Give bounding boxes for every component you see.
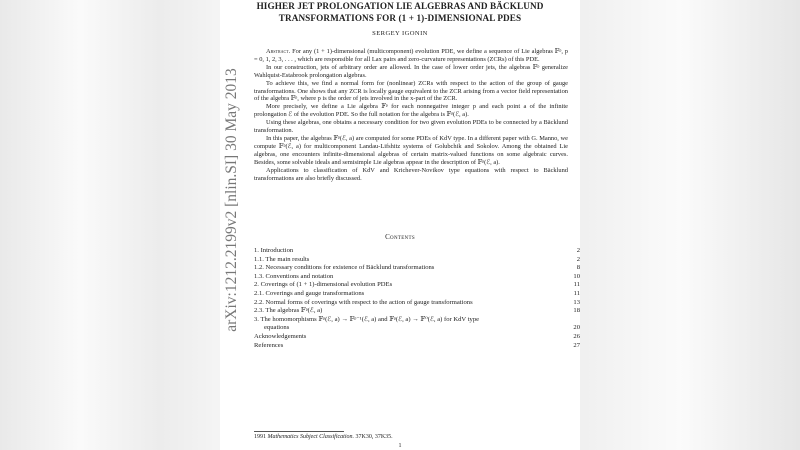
toc-entry-page: 8 [576, 264, 580, 272]
toc-entry-label: 2.3. The algebras 𝔽ᵖ(ℰ, a) [254, 307, 323, 315]
abstract [254, 48, 568, 182]
toc-entry[interactable] [254, 273, 580, 282]
toc-entry[interactable] [254, 307, 580, 316]
abstract-paragraph: More precisely, we define a Lie algebra 𝔽ᵖ for each nonnegative integer p and each point a of the infinite prolongation ℰ of the evolution PDE. So the full notation for the algebra is 𝔽ᵖ(ℰ, a). [254, 103, 568, 119]
footnote-label: Mathematics Subject Classification. [267, 434, 354, 440]
abstract-paragraph: In our construction, jets of arbitrary order are allowed. In the case of lower order jets, the algebras 𝔽ᵖ generalize Wahlquist-Estabrook prolongation algebras. [254, 63, 568, 79]
toc-entry[interactable] [254, 299, 580, 308]
toc-entry-page: 11 [573, 281, 580, 289]
abstract-paragraph: To achieve this, we find a normal form for (nonlinear) ZCRs with respect to the action of the group of gauge transformations. One shows that any ZCR is locally gauge equivalent to the ZCR arising from a vector field representation of the algebra 𝔽ᵖ, where p is the order of jets involved in the x-part of the ZCR. [254, 79, 568, 103]
toc-entry[interactable] [254, 256, 580, 265]
toc-entry-label: References [254, 341, 284, 349]
toc-entry[interactable] [254, 264, 580, 273]
paper-page [220, 0, 580, 450]
footnote-rule [254, 431, 344, 432]
toc-entry[interactable] [254, 290, 580, 299]
toc-entry-page [560, 316, 580, 325]
toc-entry[interactable] [254, 324, 580, 333]
toc-entry[interactable] [254, 342, 580, 351]
toc-entry-label: 3. The homomorphisms 𝔽ᵖ(ℰ, a) → 𝔽ᵖ⁻¹(ℰ, a) and 𝔽ᵖ(ℰ, a) → 𝔽⁰(ℰ, a) for KdV type [254, 315, 480, 323]
footnote-codes: 37K30, 37K35. [355, 434, 393, 440]
toc-entry-label: 2.1. Coverings and gauge transformations [254, 289, 365, 297]
contents-heading: Contents [385, 233, 415, 241]
abstract-paragraph: For any (1 + 1)-dimensional (multicomponent) evolution PDE, we define a sequence of Lie algebras 𝔽ᵖ, p = 0, 1, 2, 3, . . . , which are responsible for all Lax pairs and zero-curvature representations (ZCRs) of this PDE. [254, 48, 568, 63]
toc-entry-label: equations [264, 324, 290, 332]
toc-entry-label: 2.2. Normal forms of coverings with respect to the action of gauge transformations [254, 298, 473, 306]
title-line-1: HIGHER JET PROLONGATION LIE ALGEBRAS AND BÄCKLUND [256, 1, 544, 11]
toc-entry[interactable] [254, 247, 580, 256]
title-line-2: TRANSFORMATIONS FOR (1 + 1)-DIMENSIONAL PDES [278, 13, 522, 23]
toc-entry-label: 1.1. The main results [254, 255, 310, 263]
footnote-year: 1991 [254, 434, 266, 440]
toc-entry-page: 2 [576, 255, 580, 263]
toc-entry-page: 13 [573, 298, 580, 306]
toc-entry-page: 10 [573, 272, 580, 280]
toc-entry-label: 1.3. Conventions and notation [254, 272, 334, 280]
page-number: 1 [398, 443, 402, 449]
arxiv-margin-stamp: arXiv:1212.2199v2 [nlin.SI] 30 May 2013 [223, 68, 240, 332]
toc-entry-page: 20 [573, 324, 580, 332]
toc-entry-label: 1. Introduction [254, 247, 294, 254]
abstract-paragraph: Applications to classification of KdV and Krichever-Novikov type equations with respect to Bäcklund transformations are also briefly discussed. [254, 166, 568, 182]
abstract-paragraph: In this paper, the algebras 𝔽ᵖ(ℰ, a) are computed for some PDEs of KdV type. In a different paper with G. Manno, we compute 𝔽ᵖ(ℰ, a) for multicomponent Landau-Lifshitz systems of Golubchik and Sokolov. Among the obtained Lie algebras, one encounters infinite-dimensional algebras of certain matrix-valued functions on some algebraic curves. Besides, some solvable ideals and semisimple Lie algebras appear in the description of 𝔽ᵖ(ℰ, a). [254, 134, 568, 166]
toc-entry[interactable] [254, 281, 580, 290]
toc-entry-page: 18 [573, 307, 580, 315]
toc-entry-label: 2. Coverings of (1 + 1)-dimensional evolution PDEs [254, 281, 393, 289]
toc-entry-label: Acknowledgements [254, 332, 307, 340]
abstract-label: Abstract. [266, 48, 291, 55]
toc-entry[interactable] [254, 316, 580, 325]
toc-entry-page: 2 [576, 247, 580, 254]
toc-entry-page: 27 [573, 341, 580, 349]
author: SERGEY IGONIN [372, 30, 428, 37]
footnote [254, 434, 393, 440]
abstract-paragraph: Using these algebras, one obtains a necessary condition for two given evolution PDEs to be connected by a Bäcklund transformation. [254, 119, 568, 135]
toc-entry-label: 1.2. Necessary conditions for existence of Bäcklund transformations [254, 264, 435, 272]
toc-entry[interactable] [254, 333, 580, 342]
toc-entry-page: 26 [573, 332, 580, 340]
table-of-contents [254, 247, 580, 350]
toc-entry-page: 11 [573, 289, 580, 297]
